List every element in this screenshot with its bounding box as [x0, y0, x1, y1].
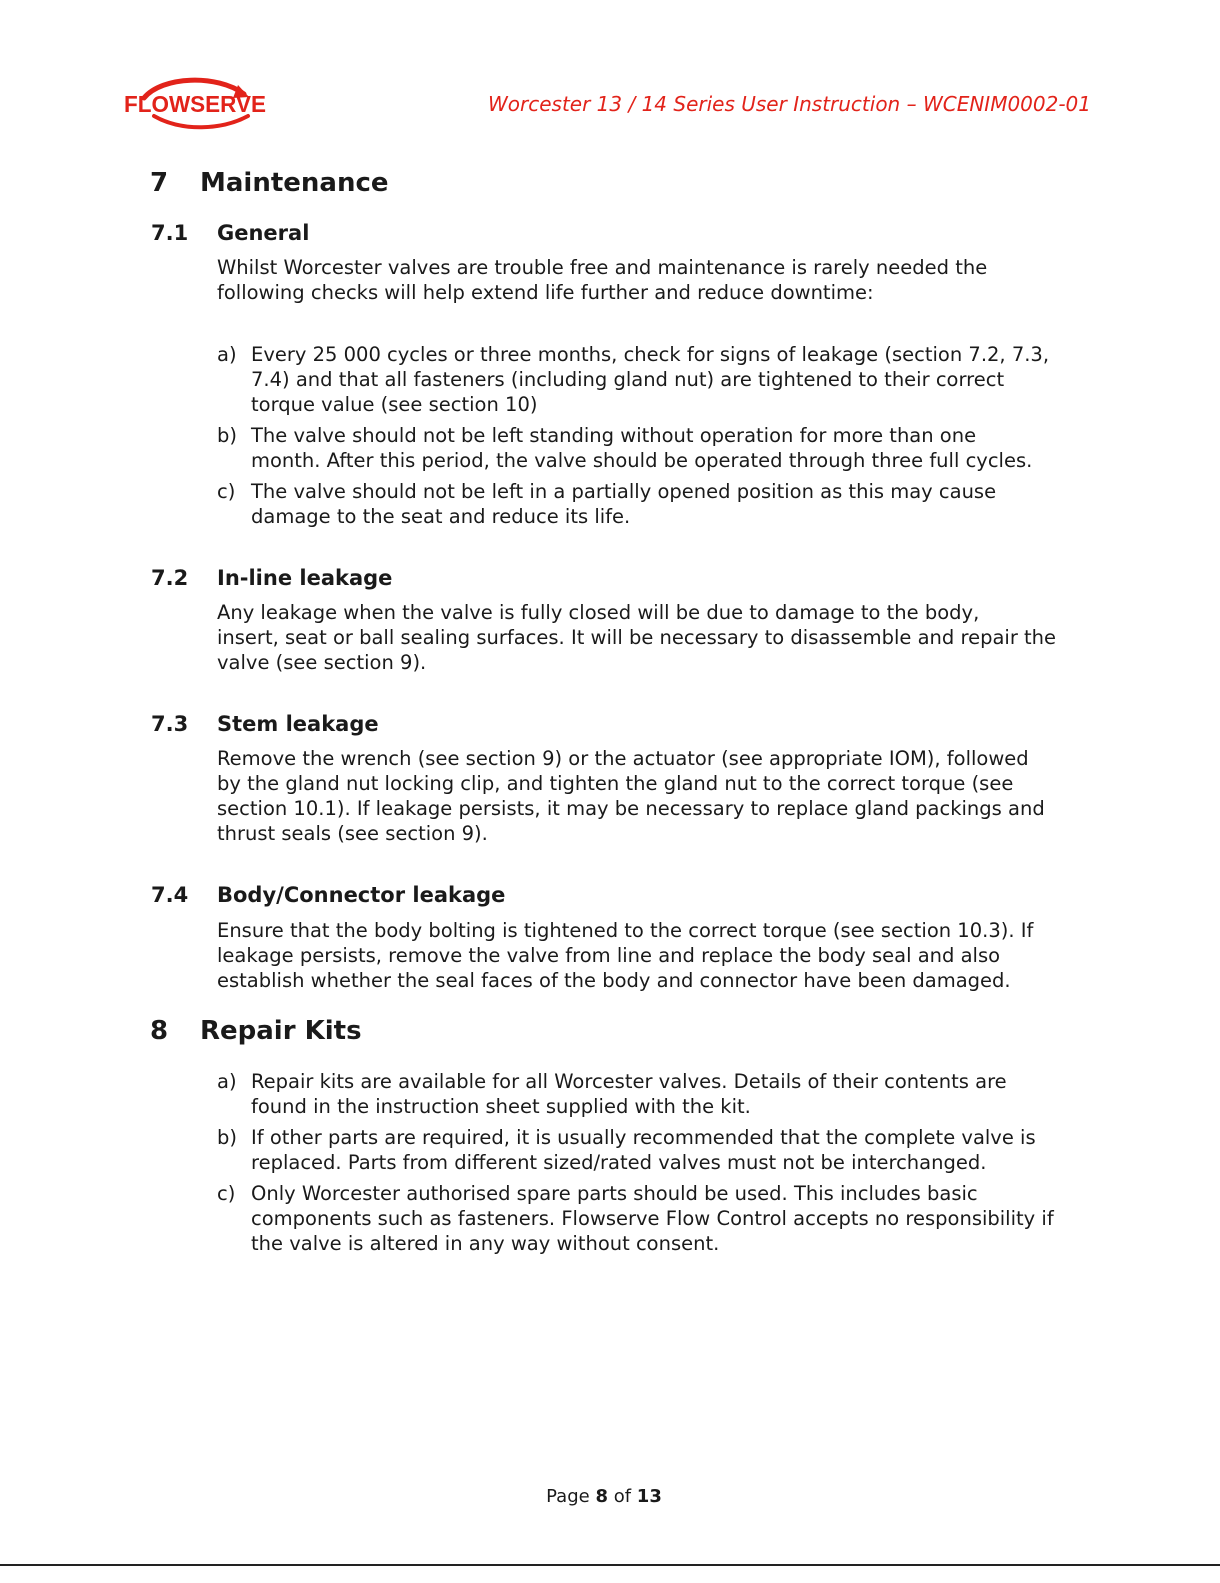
bottom-divider — [0, 1564, 1220, 1566]
text-line: Every 25 000 cycles or three months, check for signs of leakage (section 7.2, 7.3, — [251, 343, 1050, 366]
text-line: the valve is altered in any way without consent. — [251, 1232, 720, 1255]
text-line: If other parts are required, it is usually recommended that the complete valve is — [251, 1126, 1036, 1149]
current-page: 8 — [595, 1486, 608, 1507]
text-line: valve (see section 9). — [217, 651, 427, 674]
of-word: of — [613, 1486, 632, 1507]
text-line: replaced. Parts from different sized/rated valves must not be interchanged. — [251, 1151, 987, 1174]
page-word: Page — [546, 1486, 590, 1507]
text-line: month. After this period, the valve should be operated through three full cycles. — [251, 449, 1033, 472]
page-number — [0, 1486, 1208, 1507]
list-item — [217, 1125, 1077, 1175]
text-line: Only Worcester authorised spare parts should be used. This includes basic — [251, 1182, 978, 1205]
text-line: leakage persists, remove the valve from line and replace the body seal and also — [217, 944, 1001, 967]
text-line: following checks will help extend life further and reduce downtime: — [217, 281, 874, 304]
section-number: 7.2 — [151, 566, 189, 590]
list-marker: a) — [217, 343, 237, 366]
stem-leakage-text — [217, 746, 1057, 846]
list-marker: c) — [217, 480, 236, 503]
text-line: The valve should not be left in a partially opened position as this may cause — [251, 480, 997, 503]
list-item — [217, 423, 1077, 473]
text-line: Ensure that the body bolting is tightened to the correct torque (see section 10.3). If — [217, 919, 1034, 942]
text-line: thrust seals (see section 9). — [217, 822, 488, 845]
section-number: 7.3 — [151, 712, 189, 736]
list-marker: a) — [217, 1070, 237, 1093]
section-title: Repair Kits — [200, 1016, 362, 1046]
section-title: Stem leakage — [217, 712, 379, 736]
text-line: by the gland nut locking clip, and tighten the gland nut to the correct torque (see — [217, 772, 1014, 795]
text-line: found in the instruction sheet supplied with the kit. — [251, 1095, 751, 1118]
general-intro — [217, 255, 1057, 305]
text-line: torque value (see section 10) — [251, 393, 538, 416]
section-number: 7.1 — [151, 221, 189, 245]
section-number: 7.4 — [151, 883, 189, 907]
text-line: The valve should not be left standing without operation for more than one — [251, 424, 977, 447]
document-title: Worcester 13 / 14 Series User Instruction – WCENIM0002-01 — [488, 92, 1092, 116]
text-line: section 10.1). If leakage persists, it may be necessary to replace gland packings and — [217, 797, 1045, 820]
section-number: 8 — [150, 1016, 169, 1046]
logo-text: FLOWSERVE — [124, 91, 266, 117]
total-pages: 13 — [636, 1486, 662, 1507]
text-line: 7.4) and that all fasteners (including gland nut) are tightened to their correct — [251, 368, 1005, 391]
repair-kits-list — [217, 1069, 1077, 1262]
text-line: establish whether the seal faces of the body and connector have been damaged. — [217, 969, 1011, 992]
list-item — [217, 342, 1077, 417]
section-title: Body/Connector leakage — [217, 883, 506, 907]
text-line: insert, seat or ball sealing surfaces. It will be necessary to disassemble and repair the — [217, 626, 1057, 649]
text-line: Remove the wrench (see section 9) or the actuator (see appropriate IOM), followed — [217, 747, 1029, 770]
body-connector-leakage-text — [217, 918, 1057, 993]
section-title: In-line leakage — [217, 566, 393, 590]
inline-leakage-text — [217, 600, 1057, 675]
section-number: 7 — [150, 168, 169, 198]
section-title: General — [217, 221, 310, 245]
text-line: Any leakage when the valve is fully closed will be due to damage to the body, — [217, 601, 980, 624]
section-title: Maintenance — [200, 168, 389, 198]
text-line: damage to the seat and reduce its life. — [251, 505, 631, 528]
general-checklist — [217, 342, 1077, 535]
list-marker: b) — [217, 1126, 237, 1149]
flowserve-logo — [122, 72, 272, 132]
list-item — [217, 1069, 1077, 1119]
list-item — [217, 1181, 1077, 1256]
text-line: Repair kits are available for all Worcester valves. Details of their contents are — [251, 1070, 1007, 1093]
list-marker: b) — [217, 424, 237, 447]
text-line: Whilst Worcester valves are trouble free and maintenance is rarely needed the — [217, 256, 988, 279]
list-item — [217, 479, 1077, 529]
text-line: components such as fasteners. Flowserve Flow Control accepts no responsibility if — [251, 1207, 1054, 1230]
list-marker: c) — [217, 1182, 236, 1205]
